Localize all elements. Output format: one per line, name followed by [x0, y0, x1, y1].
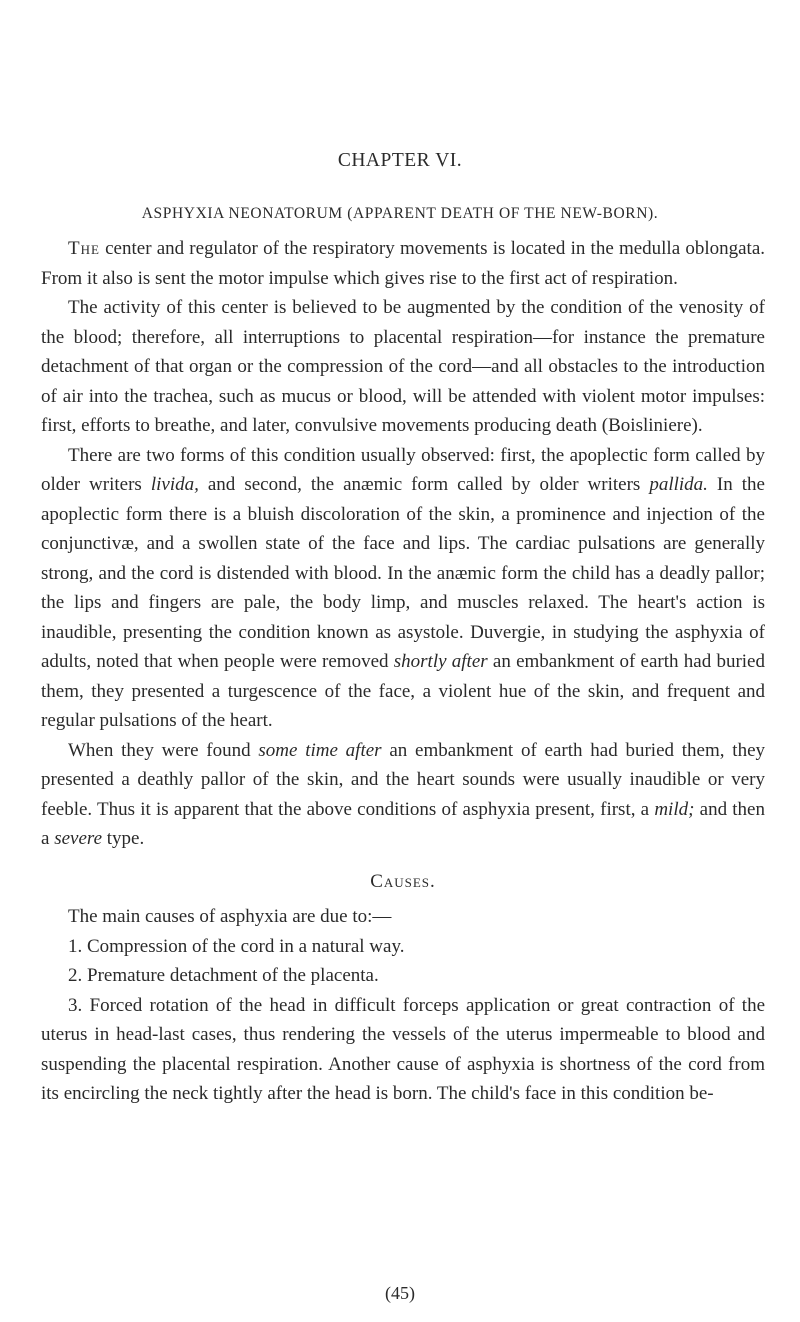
term-pallida: pallida.: [649, 474, 708, 495]
paragraph-3: [41, 441, 765, 736]
paragraph-4-part-4: type.: [102, 828, 145, 849]
cause-item-3: 3. Forced rotation of the head in difficult forceps application or great contraction of the uterus in head-last cases, thus rendering the vessels of the uterus impermeable to blood and suspending the placental respiration. Another cause of asphyxia is shortness of the cord from its encircling the neck tightly after the head is born. The child's face in this condition be-: [41, 994, 765, 1104]
emphasis-severe: severe: [54, 828, 103, 849]
emphasis-shortly-after: shortly after: [393, 651, 488, 672]
page-number: (45): [385, 1283, 415, 1303]
body-text: [41, 234, 765, 1109]
paragraph-1: [41, 234, 765, 293]
causes-intro: The main causes of asphyxia are due to:—: [68, 906, 392, 927]
chapter-title: CHAPTER VI.: [337, 150, 463, 171]
paragraph-4-part-3: and then a: [41, 798, 765, 849]
paragraph-3-part-2: and second, the anæmic form called by older writers: [198, 474, 650, 495]
paragraph-4-part-1: When they were found: [68, 739, 259, 761]
paragraph-1-first-word: The: [68, 238, 100, 259]
paragraph-1-text: center and regulator of the respiratory movements is located in the medulla oblongata. From it also is sent the motor impulse which gives rise to the first act of respiration.: [41, 238, 765, 289]
paragraph-3-part-1: There are two forms of this condition usually observed: first, the apoplectic form called by older writers: [41, 444, 765, 495]
chapter-subtitle: ASPHYXIA NEONATORUM (APPARENT DEATH OF THE NEW-BORN).: [141, 205, 659, 222]
emphasis-some-time-after: some time after: [258, 739, 382, 761]
paragraph-3-part-4: an embankment of earth had buried them, they presented a turgescence of the face, a violent hue of the skin, and frequent and regular pulsations of the heart.: [41, 651, 765, 731]
paragraph-4-part-2: an embankment of earth had buried them, they presented a deathly pallor of the skin, and the heart sounds were usually inaudible or very feeble. Thus it is apparent that the above conditions of asphyxia present, first, a: [41, 739, 765, 820]
causes-heading: Causes.: [370, 870, 436, 892]
term-livida: livida,: [150, 474, 199, 495]
paragraph-2: The activity of this center is believed to be augmented by the condition of the venosity of the blood; therefore, all interruptions to placental respiration—for instance the premature detachment of that organ or the compression of the cord—and all obstacles to the introduction of air into the trachea, such as mucus or blood, will be attended with violent motor impulses: first, efforts to breathe, and later, convulsive movements producing death (Boisliniere).: [41, 297, 765, 436]
cause-item-1: 1. Compression of the cord in a natural way.: [68, 935, 405, 957]
paragraph-4: [41, 736, 765, 854]
cause-item-2: 2. Premature detachment of the placenta.: [68, 965, 379, 986]
emphasis-mild: mild;: [654, 798, 695, 820]
paragraph-3-part-3: In the apoplectic form there is a bluish discoloration of the skin, a prominence and injection of the conjunctivæ, and a swollen state of the face and lips. The cardiac pulsations are generally strong, and the cord is distended with blood. In the anæmic form the child has a deadly pallor; the lips and fingers are pale, the body limp, and muscles relaxed. The heart's action is inaudible, presenting the condition known as asystole. Duvergie, in studying the asphyxia of adults, noted that when people were removed: [41, 474, 765, 672]
